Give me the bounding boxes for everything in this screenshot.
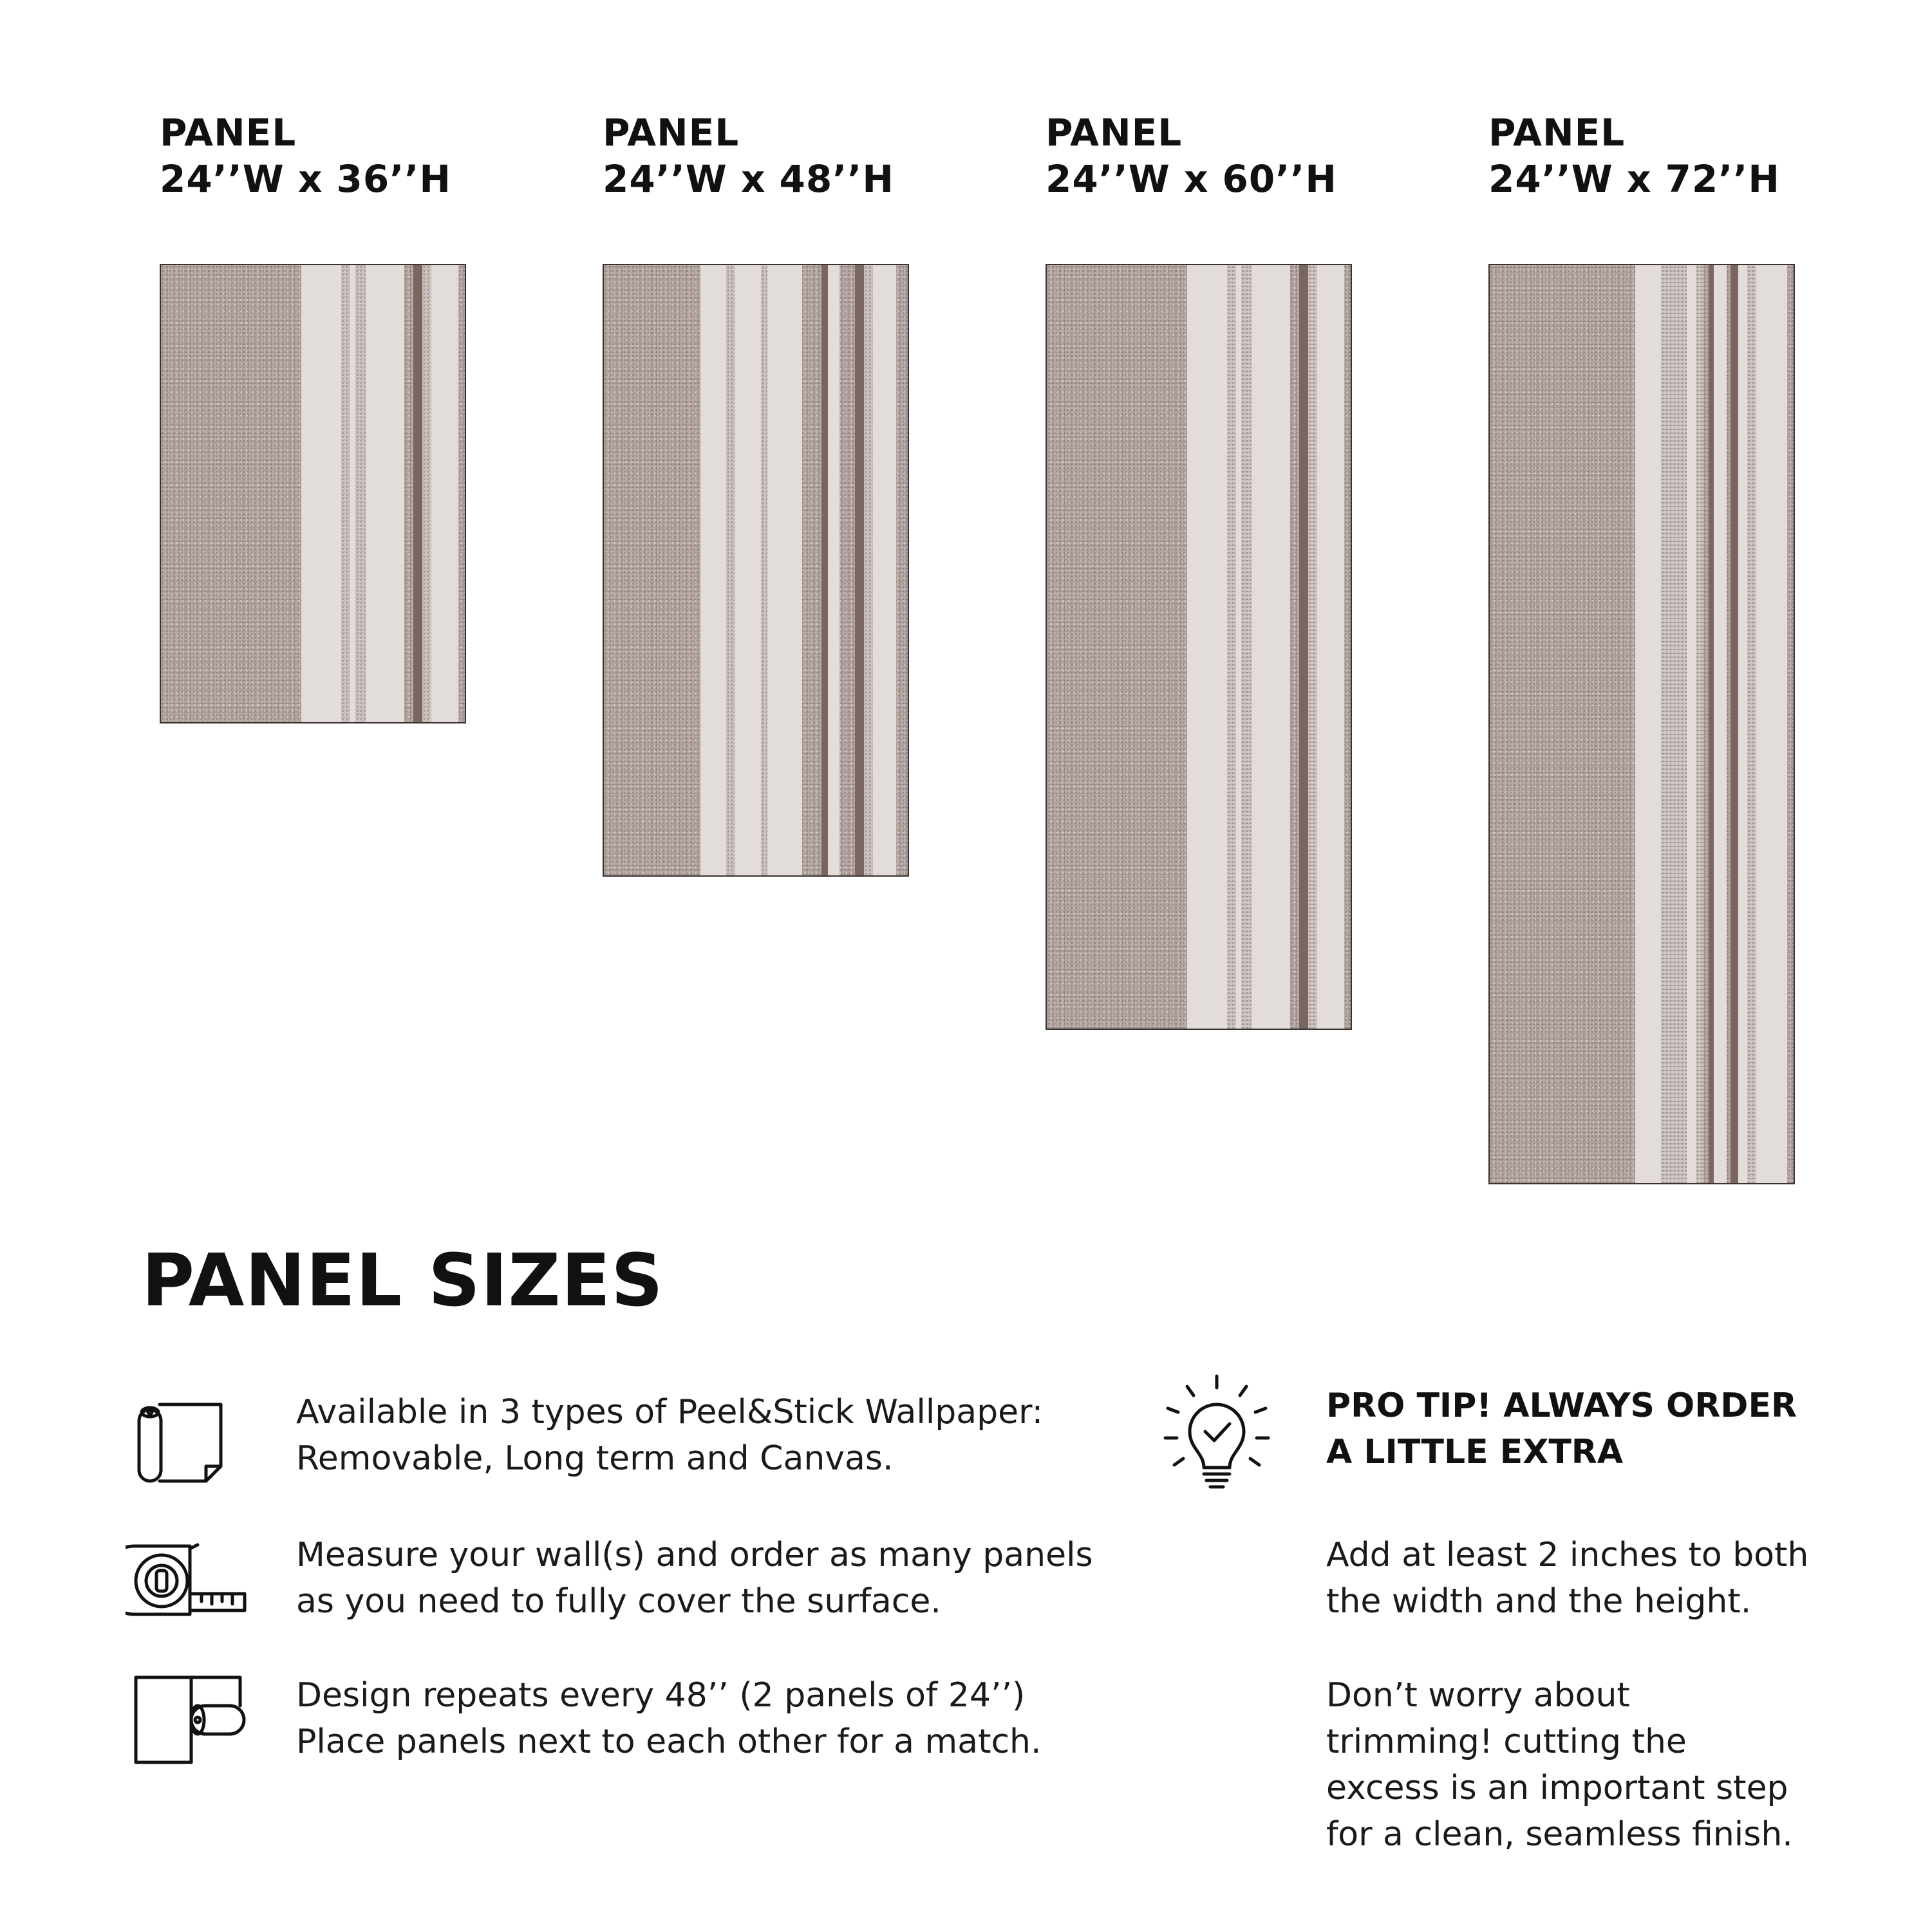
panel-label-size: 24’’W x 48’’H — [603, 157, 894, 201]
panel-label-size: 24’’W x 36’’H — [160, 157, 451, 201]
panel-label-title: PANEL — [603, 111, 740, 154]
panel-swatch-60 — [1046, 264, 1352, 1030]
stripe — [341, 265, 350, 722]
lightbulb-check-icon — [1159, 1371, 1275, 1493]
info-line: Place panels next to each other for a match. — [296, 1722, 1042, 1761]
stripe — [422, 265, 431, 722]
info-line: Available in 3 types of Peel&Stick Wallpaper: — [296, 1393, 1044, 1432]
stripe — [1709, 265, 1714, 1183]
stripe — [1317, 265, 1344, 1029]
info-text-types — [296, 1389, 1043, 1482]
wallpaper-roll-icon — [134, 1397, 224, 1487]
panel-swatch-36 — [160, 264, 466, 723]
pro-tip-paragraph-1 — [1326, 1532, 1808, 1625]
panel-label-title: PANEL — [160, 111, 297, 154]
panel-swatch-72 — [1488, 264, 1795, 1184]
stripe — [1714, 265, 1727, 1183]
panel-label-72 — [1488, 109, 1780, 202]
stripe — [821, 265, 828, 875]
pro-tip-line: for a clean, seamless finish. — [1326, 1815, 1793, 1854]
stripe — [828, 265, 839, 875]
stripe — [767, 265, 802, 875]
pro-tip-line: Add at least 2 inches to both — [1326, 1536, 1809, 1574]
stripe — [301, 265, 341, 722]
stripe — [1252, 265, 1290, 1029]
stripe — [1187, 265, 1227, 1029]
stripe — [1730, 265, 1738, 1183]
info-text-measure — [296, 1532, 1093, 1625]
stripe — [726, 265, 735, 875]
stripe — [1747, 265, 1756, 1183]
stripe — [761, 265, 767, 875]
pro-tip-title-line: A LITTLE EXTRA — [1326, 1433, 1624, 1471]
stripe — [1696, 265, 1703, 1183]
stripe — [1687, 265, 1696, 1183]
wallpaper-repeat-icon — [132, 1674, 248, 1767]
pro-tip-title — [1326, 1383, 1797, 1475]
stripe — [1299, 265, 1308, 1029]
pro-tip-paragraph-2 — [1326, 1672, 1793, 1858]
info-line: Measure your wall(s) and order as many panels — [296, 1536, 1093, 1574]
info-line: Removable, Long term and Canvas. — [296, 1439, 894, 1478]
info-text-repeat — [296, 1672, 1042, 1765]
stripe — [1227, 265, 1236, 1029]
stripe — [1756, 265, 1787, 1183]
panel-label-title: PANEL — [1488, 111, 1626, 154]
stripe — [1635, 265, 1661, 1183]
stripe — [350, 265, 355, 722]
stripe — [1661, 265, 1687, 1183]
panel-label-title: PANEL — [1046, 111, 1183, 154]
tape-measure-icon — [126, 1538, 248, 1622]
panel-label-size: 24’’W x 72’’H — [1488, 157, 1780, 201]
panel-label-60 — [1046, 109, 1337, 202]
stripe — [366, 265, 404, 722]
stripe — [855, 265, 864, 875]
stripe — [1241, 265, 1252, 1029]
stripe — [864, 265, 873, 875]
stripe — [1738, 265, 1747, 1183]
stripe — [735, 265, 761, 875]
stripe — [700, 265, 726, 875]
stripe — [1308, 265, 1317, 1029]
stripe — [1236, 265, 1241, 1029]
panel-swatch-48 — [603, 264, 909, 877]
info-line: Design repeats every 48’’ (2 panels of 24’’) — [296, 1676, 1026, 1715]
panel-label-size: 24’’W x 60’’H — [1046, 157, 1337, 201]
stripe — [873, 265, 896, 875]
pro-tip-title-line: PRO TIP! ALWAYS ORDER — [1326, 1386, 1797, 1425]
pro-tip-line: excess is an important step — [1326, 1769, 1788, 1807]
panel-label-48 — [603, 109, 894, 202]
pro-tip-line: the width and the height. — [1326, 1582, 1752, 1621]
page-title: PANEL SIZES — [142, 1239, 664, 1323]
info-line: as you need to fully cover the surface. — [296, 1582, 941, 1621]
stripe — [413, 265, 422, 722]
panel-label-36 — [160, 109, 451, 202]
stripe — [355, 265, 366, 722]
pro-tip-line: Don’t worry about — [1326, 1676, 1630, 1715]
pro-tip-line: trimming! cutting the — [1326, 1722, 1687, 1761]
stripe — [431, 265, 458, 722]
